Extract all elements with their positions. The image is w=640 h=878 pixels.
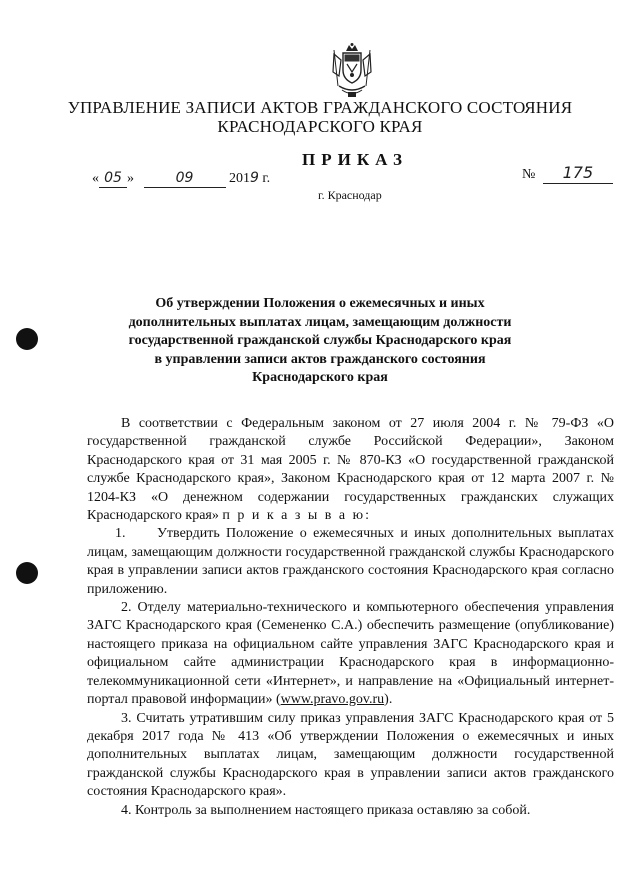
city-name: г. Краснодар xyxy=(318,188,382,202)
item-3: 3. Считать утратившим силу приказ управления ЗАГС Краснодарского края от 5 декабря 2017 года № 413 «Об утверждении Положения о ежемесячных и иных дополнительных выплатах лицам, замещающим должности государственной гражданской службы Краснодарского края в управлении записи актов гражданского состояния Краснодарского края». xyxy=(87,710,614,800)
date-close-quote: » xyxy=(127,171,134,186)
subject-line1: Об утверждении Положения о ежемесячных и иных xyxy=(155,296,485,311)
pravo-link[interactable]: www.pravo.gov.ru xyxy=(280,692,385,708)
item-2-end: ). xyxy=(384,692,393,708)
order-subject xyxy=(0,295,640,388)
date-day: 05 xyxy=(104,170,122,186)
document-type: ПРИКАЗ xyxy=(302,150,408,169)
number-value: 175 xyxy=(562,163,594,182)
subject-line3: государственной гражданской службы Краснодарского края xyxy=(128,333,512,348)
item-4: 4. Контроль за выполнением настоящего приказа оставляю за собой. xyxy=(121,802,531,818)
subject-line4: в управлении записи актов гражданского состояния xyxy=(154,351,486,367)
date-year-suffix: 9 xyxy=(250,170,259,186)
organization-name xyxy=(0,98,640,136)
date-year-prefix: 201 xyxy=(229,171,250,186)
order-date xyxy=(92,170,270,188)
coat-of-arms-icon xyxy=(329,42,375,98)
organization-name-line2: КРАСНОДАРСКОГО КРАЯ xyxy=(217,117,423,136)
subject-line5: Краснодарского края xyxy=(252,370,388,385)
intro-paragraph xyxy=(87,415,614,525)
date-month: 09 xyxy=(175,170,194,186)
item-1: 1. Утвердить Положение о ежемесячных и иных дополнительных выплатах лицам, замещающим должности государственной гражданской службы Краснодарского края в управлении записи актов гражданского состояния Краснодарского края согласно приложению. xyxy=(87,526,614,597)
item-2-text: 2. Отделу материально-технического и компьютерного обеспечения управления ЗАГС Краснодарского края (Семененко С.А.) обеспечить размещение (опубликование) настоящего приказа на официальном сайте управления ЗАГС Краснодарского края и официальном сайте администрации Краснодарского края в информационно-телекоммуникационной сети «Интернет», и направление на «Официальный интернет-портал правовой информации» ( xyxy=(87,600,614,708)
order-body xyxy=(87,415,614,820)
order-word: п р и к а з ы в а ю: xyxy=(222,508,371,524)
subject-line2: дополнительных выплатах лицам, замещающим должности xyxy=(128,314,512,330)
date-year-unit: г. xyxy=(262,171,271,186)
organization-name-line1: УПРАВЛЕНИЕ ЗАПИСИ АКТОВ ГРАЖДАНСКОГО СОСТОЯНИЯ xyxy=(67,98,573,117)
date-open-quote: « xyxy=(92,171,99,186)
intro-text: В соответствии с Федеральным законом от 27 июля 2004 г. № 79-ФЗ «О государственной гражданской службе Российской Федерации», Законом Краснодарского края от 31 мая 2005 г. № 870-КЗ «О государственной гражданской службе Краснодарского края», Законом Краснодарского края от 12 марта 2007 г. № 1204-КЗ «О денежном содержании государственных гражданских служащих Краснодарского края» xyxy=(87,416,614,524)
item-2 xyxy=(87,599,614,709)
number-label: № xyxy=(522,167,536,182)
order-number xyxy=(522,163,613,184)
punch-hole-icon xyxy=(16,562,38,584)
